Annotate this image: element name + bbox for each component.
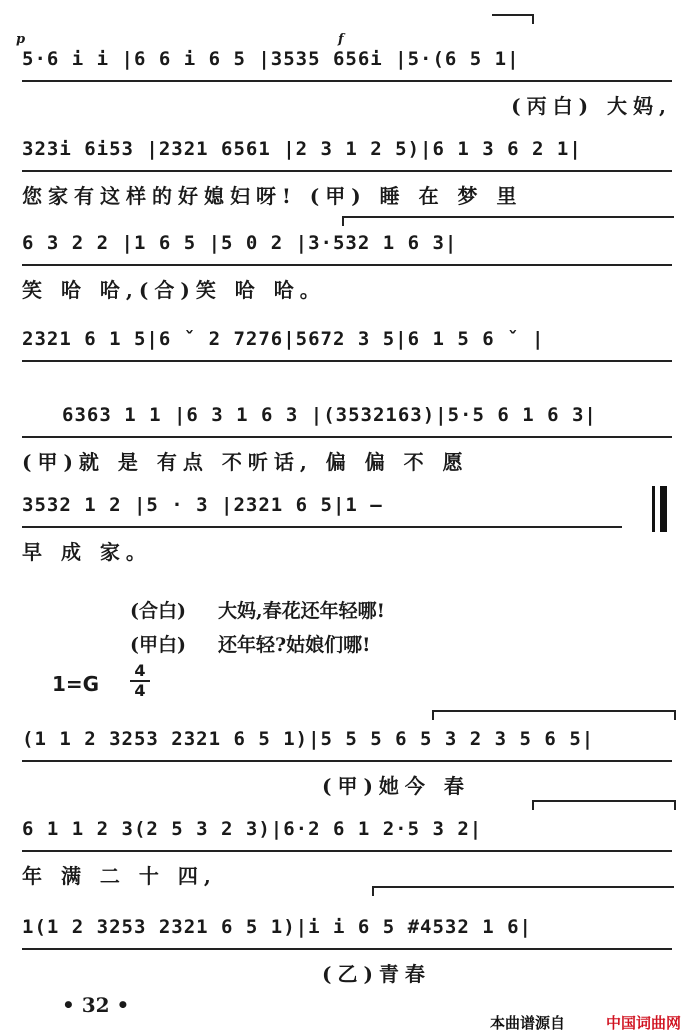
volta-bracket [342,216,674,226]
dynamic-piano: p [16,32,26,47]
key-signature: 1=G [52,672,100,696]
spoken-line-1 [130,596,385,623]
final-barline-thick [660,486,667,532]
notation-line: 2321 6 1 5|6 ˇ 2 7276|5672 3 5|6 1 5 6 ˇ | [22,322,672,362]
watermark-left: 本曲谱源自 [490,1014,566,1032]
lyric-line: (甲)就 是 有点 不听话, 偏 偏 不 愿 [22,450,469,474]
spoken-role: (合白) [130,600,186,622]
lyric-line: (丙白) 大妈, [511,94,672,118]
lyric-line: 笑 哈 哈,(合)笑 哈 哈。 [22,278,326,302]
notation-line: 1(1 2 3253 2321 6 5 1)|i i 6 5 #4532 1 6| [22,910,672,950]
time-signature-bottom: 4 [134,681,146,700]
volta-bracket [532,800,676,810]
notation-line: 6 3 2 2 |1 6 5 |5 0 2 |3·532 1 6 3| [22,226,672,266]
notation-line: 6 1 1 2 3(2 5 3 2 3)|6·2 6 1 2·5 3 2| [22,812,672,852]
time-signature [130,662,150,700]
lyric-line: (甲)她今 春 [322,774,470,798]
watermark-right[interactable]: 中国词曲网 [606,1014,682,1032]
volta-bracket [432,710,676,720]
spoken-text: 大妈,春花还年轻哪! [218,600,385,622]
notation-line: 6363 1 1 |6 3 1 6 3 |(3532163)|5·5 6 1 6 3| [22,398,672,438]
volta-bracket [492,14,534,24]
lyric-line: (乙)青春 [322,962,431,986]
spoken-line-2 [130,630,370,657]
time-signature-top: 4 [134,661,146,680]
lyric-line: 早 成 家。 [22,540,152,564]
lyric-line: 您家有这样的好媳妇呀! (甲) 睡 在 梦 里 [22,184,523,208]
notation-line: (1 1 2 3253 2321 6 5 1)|5 5 5 6 5 3 2 3 5 6 5| [22,722,672,762]
notation-line: 3532 1 2 |5 · 3 |2321 6 5|1 — [22,488,622,528]
notation-line: 323i 6i53 |2321 6561 |2 3 1 2 5)|6 1 3 6 2 1| [22,132,672,172]
page-number: • 32 • [62,993,130,1017]
dynamic-forte: f [338,32,344,47]
spoken-text: 还年轻?姑娘们哪! [218,634,371,656]
final-barline-thin [652,486,655,532]
lyric-line: 年 满 二 十 四, [22,864,217,888]
volta-bracket [372,886,674,896]
spoken-role: (甲白) [130,634,186,656]
notation-line: 5·6 i i |6 6 i 6 5 |3535 656i |5·(6 5 1| [22,42,672,82]
